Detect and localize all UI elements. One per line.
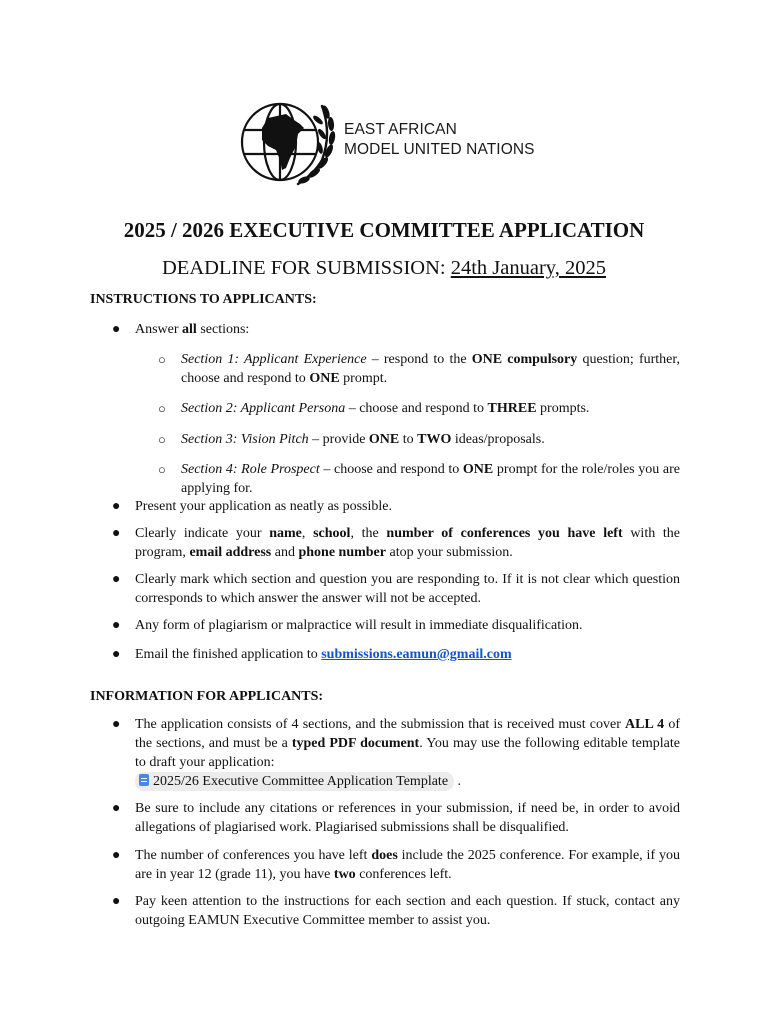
item-text: Answer all sections: [135, 322, 250, 337]
item-text: The number of conferences you have left does include the 2025 conference. For example, if you are in year 12 (grade 11), you have two conferences left. [135, 848, 680, 882]
item-text: The application consists of 4 sections, and the submission that is received must cover ALL 4 of the sections, and must be a typed PDF document. You may use the following editable template to draft your application: 2025/26 Executive Committee Application Template . [135, 717, 680, 789]
bullet-icon: ● [112, 717, 121, 732]
logo-line-1: EAST AFRICAN [344, 121, 457, 138]
item-text: Section 3: Vision Pitch – provide ONE to TWO ideas/proposals. [181, 432, 545, 447]
document-title: 2025 / 2026 EXECUTIVE COMMITTEE APPLICATION [123, 218, 645, 242]
sub-bullet-icon: ○ [158, 462, 166, 477]
template-doc-title: 2025/26 Executive Committee Application Template [153, 774, 449, 789]
instructions-heading: INSTRUCTIONS TO APPLICANTS: [90, 292, 317, 307]
item-text: Pay keen attention to the instructions for each section and each question. If stuck, contact any outgoing EAMUN Executive Committee member to assist you. [135, 894, 680, 928]
google-docs-icon [139, 774, 149, 786]
item-text: Present your application as neatly as possible. [135, 499, 392, 514]
eamun-logo [238, 98, 558, 190]
bullet-icon: ● [112, 572, 121, 587]
bullet-icon: ● [112, 322, 121, 337]
bullet-icon: ● [112, 526, 121, 541]
deadline-label: DEADLINE FOR SUBMISSION: [162, 257, 451, 279]
logo-line-2: MODEL UNITED NATIONS [344, 141, 535, 158]
information-heading: INFORMATION FOR APPLICANTS: [90, 689, 324, 704]
bullet-icon: ● [112, 894, 121, 909]
bullet-icon: ● [112, 499, 121, 514]
item-text: Clearly mark which section and question you are responding to. If it is not clear which question corresponds to which answer the answer will not be accepted. [135, 572, 680, 606]
sub-bullet-icon: ○ [158, 401, 166, 416]
item-text: Be sure to include any citations or references in your submission, if need be, in order to avoid allegations of plagiarised work. Plagiarised submissions shall be disqualified. [135, 801, 680, 835]
sub-bullet-icon: ○ [158, 432, 166, 447]
item-text: Section 4: Role Prospect – choose and respond to ONE prompt for the role/roles you are applying for. [181, 462, 680, 496]
item-text: Any form of plagiarism or malpractice will result in immediate disqualification. [135, 618, 583, 633]
bullet-icon: ● [112, 647, 121, 662]
item-text: Email the finished application to submissions.eamun@gmail.com [135, 647, 512, 662]
template-doc-chip[interactable] [135, 772, 454, 791]
bullet-icon: ● [112, 848, 121, 863]
globe-africa-logo-icon [238, 98, 338, 190]
submission-email-link[interactable]: submissions.eamun@gmail.com [321, 647, 512, 662]
deadline-line [0, 255, 768, 281]
sub-bullet-icon: ○ [158, 352, 166, 367]
deadline-date: 24th January, 2025 [450, 257, 606, 279]
item-text: Clearly indicate your name, school, the number of conferences you have left with the program, email address and phone number atop your submission. [135, 526, 681, 560]
bullet-icon: ● [112, 801, 121, 816]
item-text: Section 2: Applicant Persona – choose and respond to THREE prompts. [181, 401, 590, 416]
bullet-icon: ● [112, 618, 121, 633]
item-text: Section 1: Applicant Experience – respond to the ONE compulsory question; further, choose and respond to ONE prompt. [181, 352, 680, 386]
